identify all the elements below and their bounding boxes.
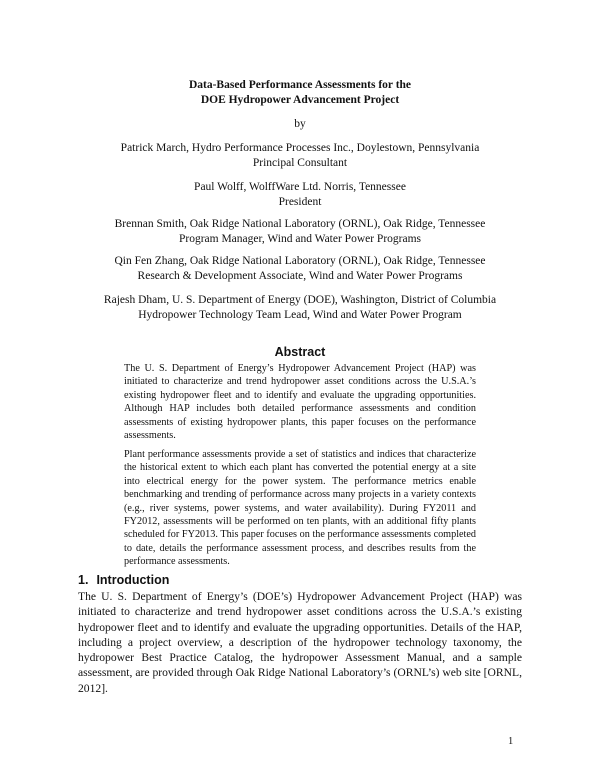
author-block (0, 217, 600, 247)
author-affiliation: Rajesh Dham, U. S. Department of Energy (DOE), Washington, District of Columbia (103, 294, 497, 306)
byline: by (294, 118, 306, 130)
paper-title-line-1: Data-Based Performance Assessments for the (188, 79, 412, 91)
author-block (0, 141, 600, 171)
author-affiliation: Qin Fen Zhang, Oak Ridge National Laboratory (ORNL), Oak Ridge, Tennessee (114, 255, 486, 267)
paper-title (0, 78, 600, 108)
paper-title-line-2: DOE Hydropower Advancement Project (200, 94, 400, 106)
author-affiliation: Brennan Smith, Oak Ridge National Laboratory (ORNL), Oak Ridge, Tennessee (114, 218, 486, 230)
introduction-paragraph: The U. S. Department of Energy’s (DOE’s) Hydropower Advancement Project (HAP) was initiated to characterize and trend hydropower asset conditions across the U.S.A.’s existing hydropower fleet and to identify and evaluate the upgrading opportunities. Details of the HAP, including a project overview, a description of the hydropower technology taxonomy, the hydropower Best Practice Catalog, the hydropower Assessment Manual, and a sample assessment, are provided through Oak Ridge National Laboratory’s (ORNL’s) web site [ORNL, 2012]. (78, 590, 522, 695)
author-role: Hydropower Technology Team Lead, Wind and Water Power Program (138, 309, 462, 321)
author-block (0, 254, 600, 284)
author-role: President (278, 196, 322, 208)
section-heading-introduction (78, 572, 169, 588)
section-number: 1. (78, 573, 89, 587)
author-role: Principal Consultant (252, 157, 348, 169)
abstract-paragraph: Plant performance assessments provide a set of statistics and indices that characterize the historical extent to which each plant has converted the potential energy at a site into electrical energy for the power system. The performance metrics enable benchmarking and trending of performance across many projects in a variety contexts (e.g., river systems, power systems, and water availability). During FY2011 and FY2012, assessments will be performed on ten plants, with an additional fifty plants scheduled for FY2013. This paper focuses on the performance assessments completed to date, details the performance assessment process, and describes results from the performance assessments. (124, 449, 476, 568)
author-block (0, 180, 600, 210)
author-block (0, 293, 600, 323)
abstract-heading: Abstract (274, 345, 326, 359)
abstract-paragraph: The U. S. Department of Energy’s Hydropower Advancement Project (HAP) was initiated to characterize and trend hydropower asset conditions across the U.S.A.’s existing hydropower fleet and to identify and evaluate the upgrading opportunities. Although HAP includes both detailed performance assessments and condition assessments of existing hydropower plants, this paper focuses on the performance assessments. (124, 363, 476, 442)
section-title: Introduction (96, 573, 170, 587)
author-role: Program Manager, Wind and Water Power Programs (178, 233, 422, 245)
author-affiliation: Paul Wolff, WolffWare Ltd. Norris, Tennessee (194, 181, 406, 193)
page-number: 1 (508, 736, 514, 747)
author-role: Research & Development Associate, Wind and Water Power Programs (137, 270, 463, 282)
author-affiliation: Patrick March, Hydro Performance Processes Inc., Doylestown, Pennsylvania (120, 142, 480, 154)
